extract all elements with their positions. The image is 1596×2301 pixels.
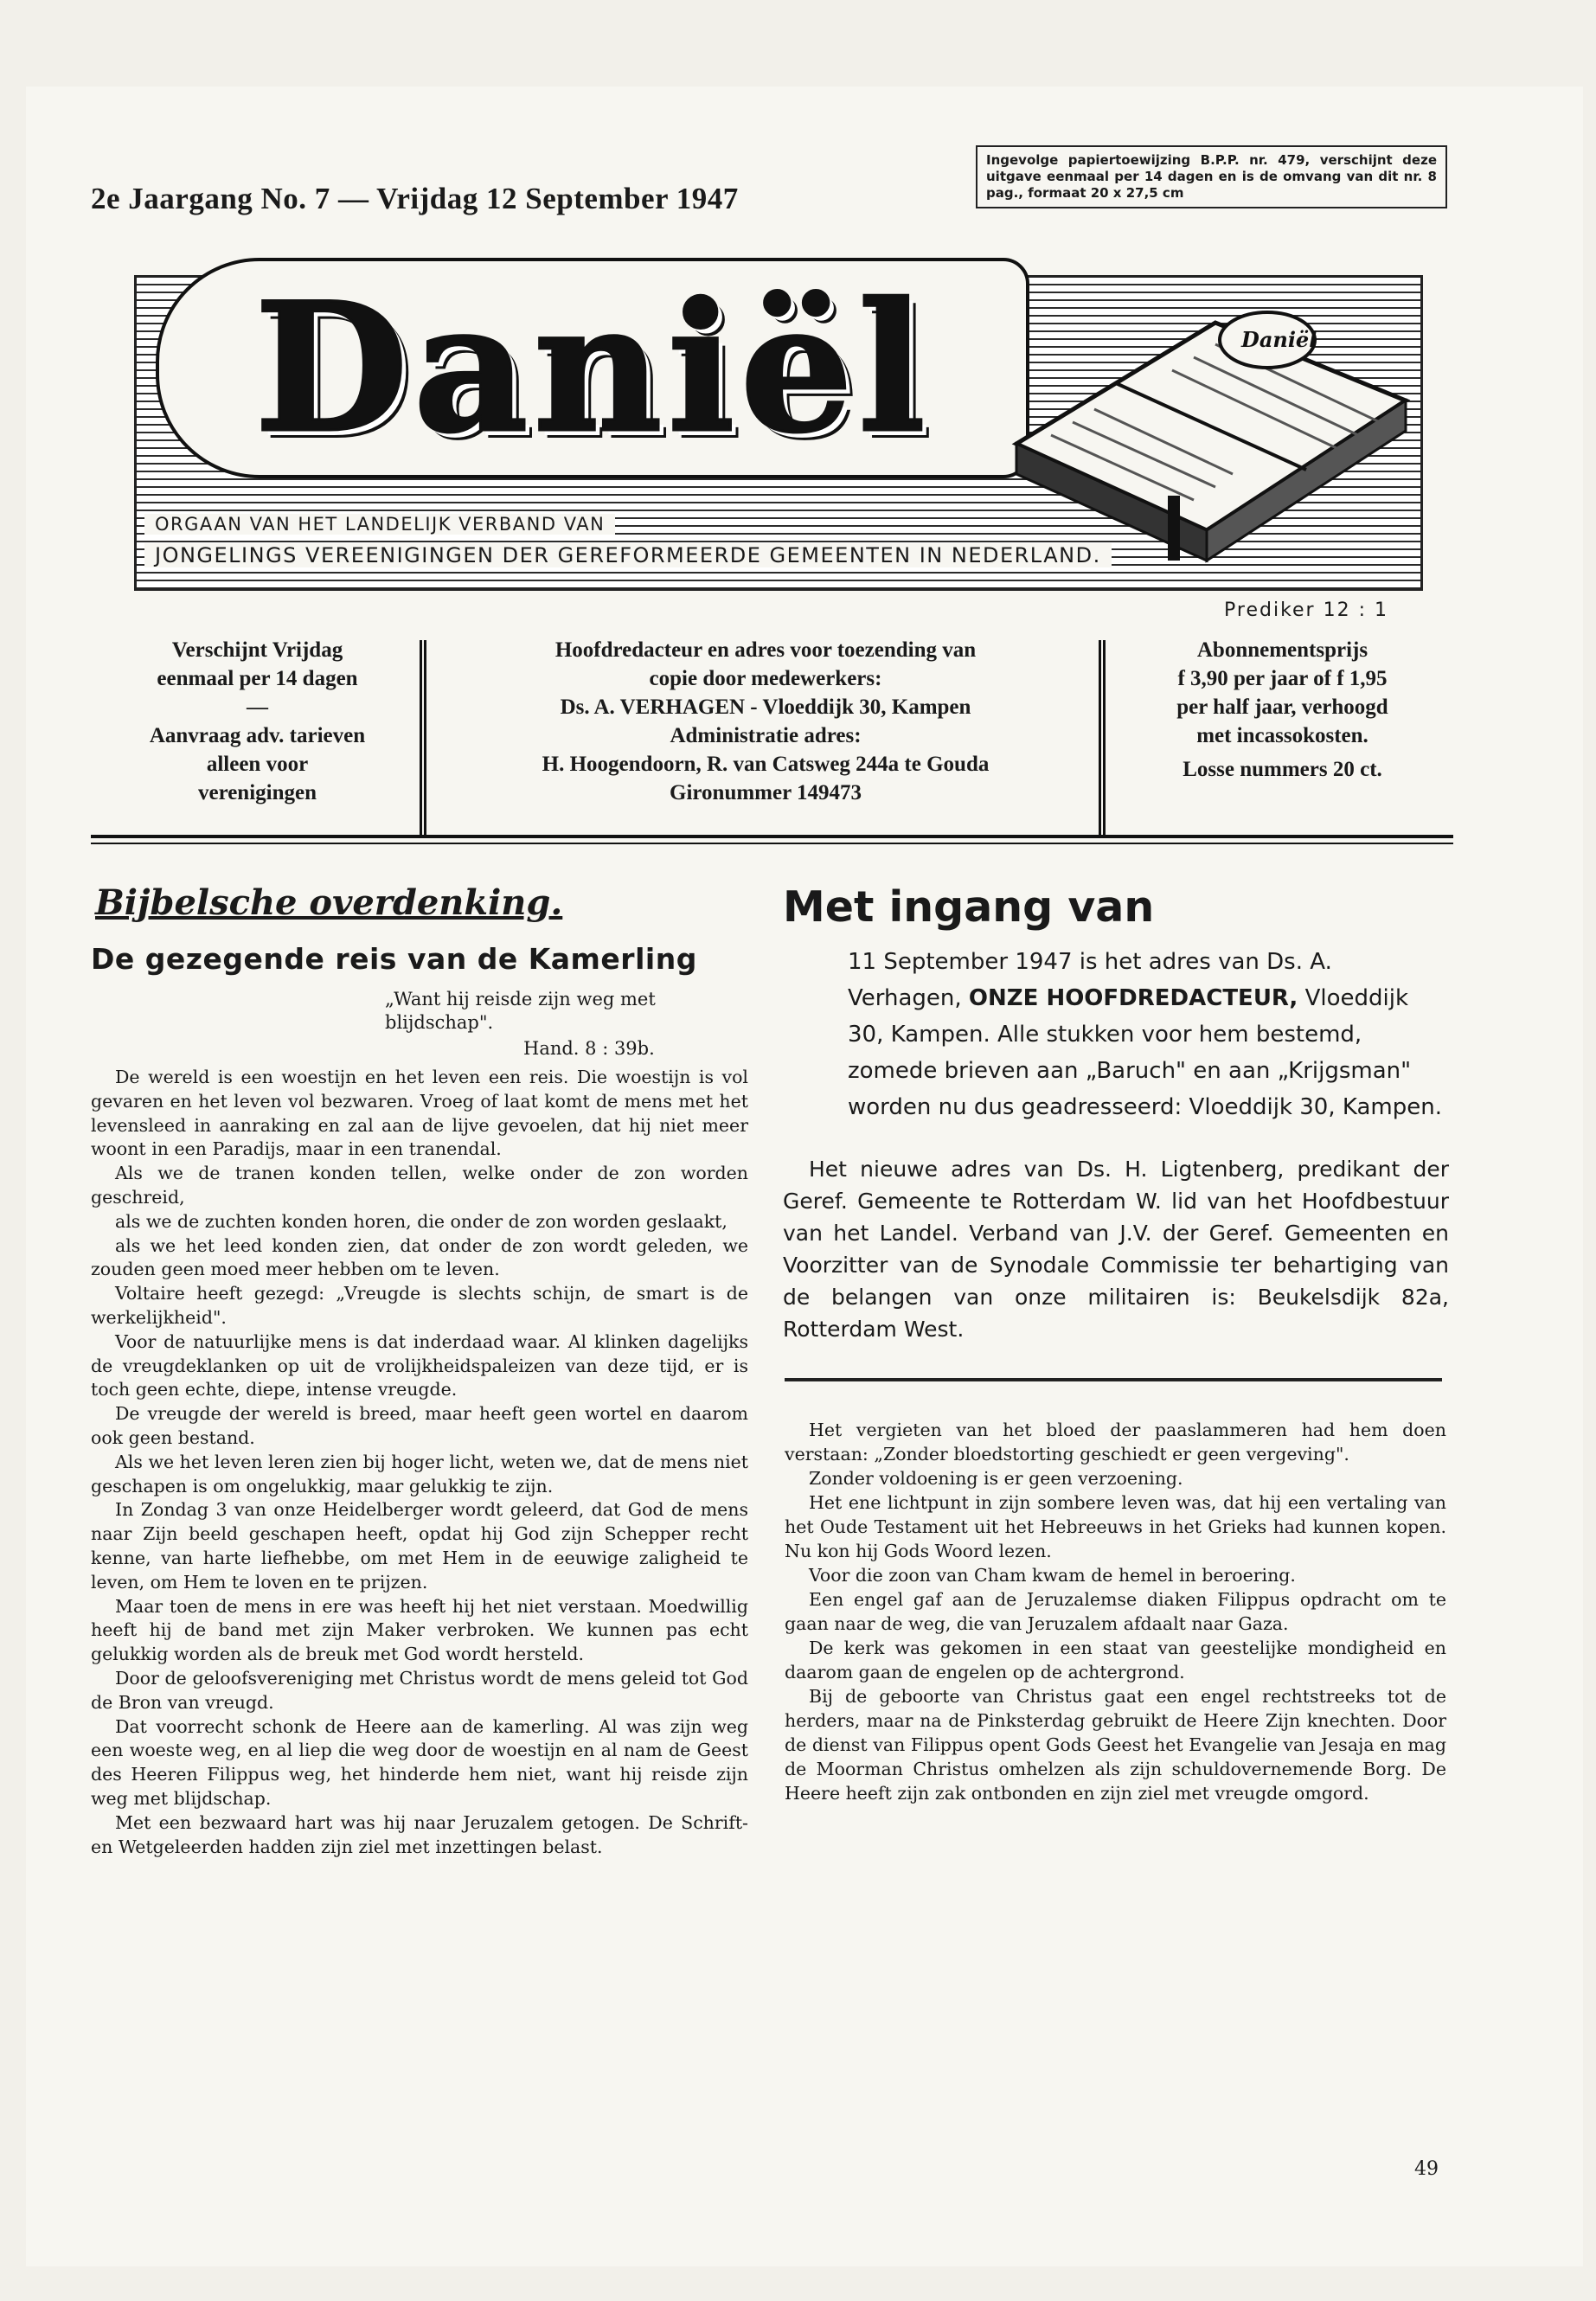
meditation-column (91, 882, 748, 1859)
info-line: Gironummer 149473 (670, 781, 862, 804)
separator-rule (785, 1378, 1442, 1381)
masthead (134, 258, 1423, 621)
column-divider (1099, 640, 1106, 835)
issue-line: 2e Jaargang No. 7 — Vrijdag 12 September 1947 (91, 182, 739, 215)
rule (91, 843, 1453, 844)
article-title: De gezegende reis van de Kamerling (91, 942, 697, 976)
book-label: Daniël (1241, 327, 1317, 352)
info-line: met incassokosten. (1196, 724, 1368, 747)
paper-notice-box: Ingevolge papiertoewijzing B.P.P. nr. 479, verschijnt deze uitgave eenmaal per 14 dagen en is de omvang van dit nr. 8 pag., formaat 20 x 27,5 cm (976, 145, 1447, 208)
paragraph: Met een bezwaard hart was hij naar Jeruzalem getogen. De Schrift- en Wetgeleerden hadden zijn ziel met inzettingen belast. (91, 1811, 748, 1857)
masthead-title-plate (156, 258, 1029, 478)
info-line: Aanvraag adv. tarieven (149, 724, 366, 747)
announce-emphasis: ONZE HOOFDREDACTEUR, (968, 985, 1298, 1011)
info-subscription (1112, 636, 1453, 839)
paragraph: Voor die zoon van Cham kwam de hemel in beroering. (809, 1565, 1296, 1586)
paragraph: Bij de geboorte van Christus gaat een engel rechtstreeks tot de herders, maar na de Pinksterdag gebruikt de Heere Zijn knechten. Door de dienst van Filippus opent Gods Geest het Evangelie van Jesaja en mag de Moorman Christus omhelzen als zijn schuldovernemende Borg. De Heere heeft zijn zak ontbonden en zijn ziel met vreugde omgord. (785, 1686, 1446, 1804)
info-frequency (91, 636, 424, 839)
info-line: verenigingen (197, 781, 317, 804)
section-head: Bijbelsche overdenking. (95, 882, 563, 923)
paragraph: De wereld is een woestijn en het leven een reis. Die woestijn is vol gevaren en het leven vol bezwaren. Vroeg of laat komt de mens met het levensleed in aanraking en zal aan de lijve gevoelen, dat hij niet meer woont in een Paradijs, maar in een tranendal. (91, 1067, 748, 1160)
info-editor-address (433, 636, 1099, 839)
masthead-subtitle-2: JONGELINGS VEREENIGINGEN DER GEREFORMEERDE GEMEENTEN IN NEDERLAND. (144, 543, 1112, 567)
info-line: alleen voor (206, 753, 309, 776)
paragraph: Voor de natuurlijke mens is dat inderdaad waar. Al klinken dagelijks de vreugdeklanken op uit de vrolijkheidspaleizen van deze tijd, er is toch geen echte, diepe, intense vreugde. (91, 1330, 748, 1400)
masthead-title: Daniël (254, 264, 931, 472)
paragraph: De vreugde der wereld is breed, maar heeft geen wortel en daarom ook geen bestand. (91, 1403, 748, 1448)
open-book-icon (999, 271, 1414, 565)
paragraph: Voltaire heeft gezegd: „Vreugde is slechts schijn, de smart is de werkelijkheid". (91, 1283, 748, 1328)
paragraph: Het ene lichtpunt in zijn sombere leven was, dat hij een vertaling van het Oude Testament uit het Hebreeuws in het Grieks had kunnen kopen. Nu kon hij Gods Woord lezen. (785, 1492, 1446, 1561)
announce-text: Vloeddijk 30, Kampen. Alle stukken voor hem bestemd, zomede brieven aan „Baruch" en aan „Krijgsman" worden nu dus geadresseerd: Vloeddijk 30, Kampen. (848, 985, 1442, 1120)
epigraph-reference: Hand. 8 : 39b. (523, 1038, 655, 1059)
info-line: Verschijnt Vrijdag (171, 638, 343, 662)
column-divider (420, 640, 426, 835)
paragraph: De kerk was gekomen in een staat van geestelijke mondigheid en daarom gaan de engelen op de achtergrond. (785, 1638, 1446, 1682)
paragraph: Door de geloofsvereniging met Christus wordt de mens geleid tot God de Bron van vreugd. (91, 1667, 748, 1713)
paragraph: Maar toen de mens in ere was heeft hij het niet verstaan. Moedwillig heeft hij de band met zijn Maker verbroken. We kunnen pas echt gelukkig worden als de breuk met God wordt hersteld. (91, 1595, 748, 1665)
paragraph: Het vergieten van het bloed der paaslammeren had hem doen verstaan: „Zonder bloedstorting geschiedt er geen vergeving". (785, 1420, 1446, 1465)
paragraph: Een engel gaf aan de Jeruzalemse diaken Filippus opdracht om te gaan naar de weg, die van Jeruzalem afdaalt naar Gaza. (785, 1589, 1446, 1634)
paragraph: als we de zuchten konden horen, die onder de zon worden geslaakt, (115, 1210, 727, 1232)
info-line: — (247, 695, 268, 719)
announcement-column (774, 882, 1453, 1805)
info-line: Ds. A. VERHAGEN - Vloeddijk 30, Kampen (560, 695, 971, 719)
info-line: Losse nummers 20 ct. (1183, 758, 1382, 781)
paragraph: Zonder voldoening is er geen verzoening. (809, 1468, 1183, 1489)
paragraph: Als we de tranen konden tellen, welke onder de zon worden geschreid, (91, 1163, 748, 1208)
info-line: per half jaar, verhoogd (1176, 695, 1388, 719)
info-line: eenmaal per 14 dagen (157, 667, 358, 690)
paragraph: In Zondag 3 van onze Heidelberger wordt geleerd, dat God de mens naar Zijn beeld geschapen heeft, opdat hij God zijn Schepper recht kenne, van harte liefhebbe, om met Hem in de eeuwige zaligheid te leven, om Hem te loven en te prijzen. (91, 1499, 748, 1593)
address-announcement (848, 944, 1445, 1125)
masthead-subtitle-1: ORGAAN VAN HET LANDELIJK VERBAND VAN (144, 514, 615, 535)
page-number: 49 (1414, 2158, 1439, 2180)
info-line: H. Hoogendoorn, R. van Catsweg 244a te Gouda (542, 753, 990, 776)
info-line: f 3,90 per jaar of f 1,95 (1177, 667, 1388, 690)
paragraph: als we het leed konden zien, dat onder de zon wordt geleden, we zouden geen moed meer hebben om te leven. (91, 1234, 748, 1280)
info-line: Administratie adres: (670, 724, 862, 747)
info-line: copie door medewerkers: (649, 667, 882, 690)
announce-text: 11 September 1947 is het adres van Ds. A. Verhagen, (848, 949, 1332, 1011)
epigraph: „Want hij reisde zijn weg met blijdschap". (385, 989, 656, 1033)
scripture-reference: Prediker 12 : 1 (1224, 599, 1388, 621)
info-line: Hoofdredacteur en adres voor toezending van (554, 638, 977, 662)
rule (91, 835, 1453, 838)
announcement-headline: Met ingang van (783, 882, 1155, 932)
paragraph: Als we het leven leren zien bij hoger licht, weten we, dat de mens niet geschapen is om ongelukkig, maar gelukkig te zijn. (91, 1451, 748, 1497)
paragraph: Dat voorrecht schonk de Heere aan de kamerling. Al was zijn weg een woeste weg, en al liep die weg door de woestijn en al nam de Geest des Heeren Filippus weg, het hinderde hem niet, want hij reisde zijn weg met blijdschap. (91, 1715, 748, 1809)
second-announcement: Het nieuwe adres van Ds. H. Ligtenberg, predikant der Geref. Gemeente te Rotterdam W. lid van het Hoofdbestuur van het Landel. Verband van J.V. der Geref. Gemeenten en Voorzitter van de Synodale Commissie ter behartiging van de belangen van onze militairen is: Beukelsdijk 82a, Rotterdam West. (783, 1157, 1449, 1342)
info-line: Abonnementsprijs (1196, 638, 1368, 662)
